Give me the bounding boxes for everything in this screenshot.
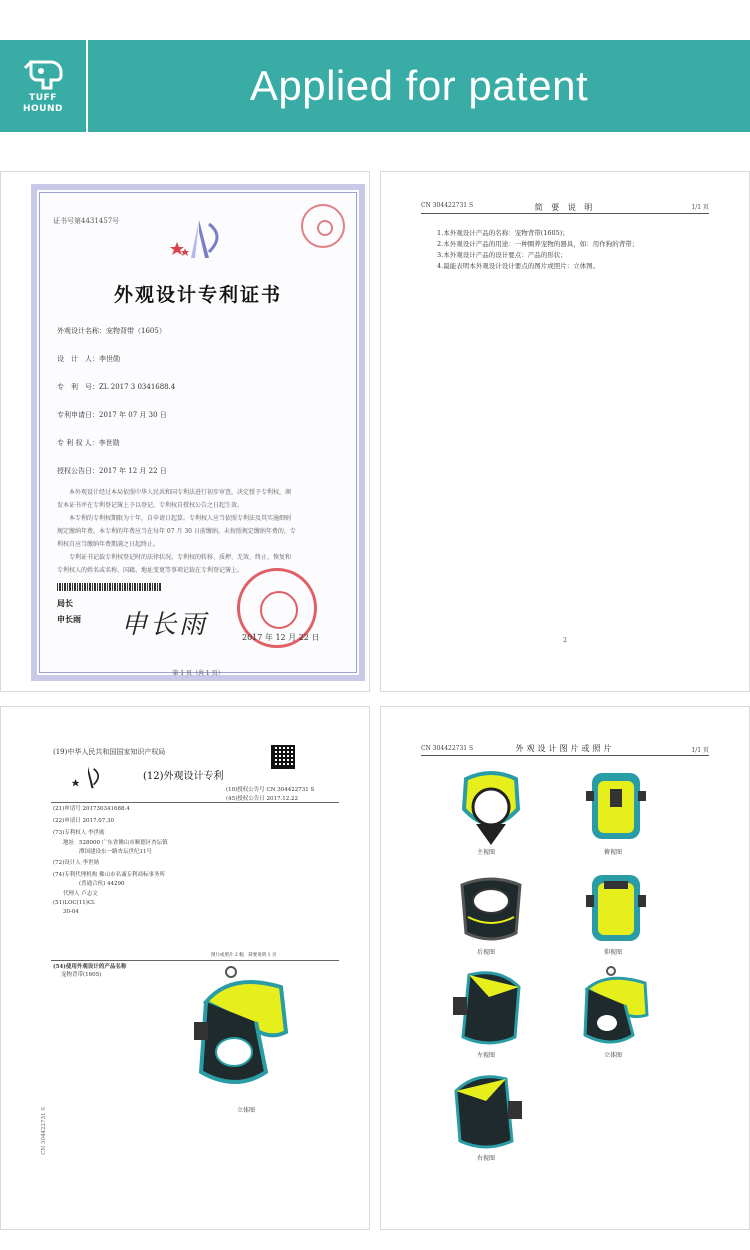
application-number: (21)申请号 201730341688.4	[53, 806, 130, 812]
section-rule	[51, 960, 339, 961]
view-label: 仰视图	[604, 949, 623, 956]
brief-item: 1.本外观设计产品的名称：宠物背带(1605)；	[437, 229, 569, 237]
front-view-harness-icon	[456, 769, 526, 847]
cnipa-emblem-icon	[71, 765, 105, 793]
certificate-title: 外观设计专利证书	[113, 284, 282, 306]
agency: (74)专利代理机构 佛山市名诚专利商标事务所	[53, 872, 166, 878]
header-banner	[0, 40, 750, 132]
product-name: 宠物背带(1605)	[61, 972, 102, 978]
section-rule	[51, 802, 339, 803]
left-view-harness-icon	[449, 967, 529, 1049]
patentee: (73)专利权人 李世勋	[53, 830, 105, 836]
view-label: 左视图	[477, 1052, 496, 1059]
designer: (72)设计人 李世勋	[53, 860, 100, 866]
authority-name: (19)中华人民共和国国家知识产权局	[53, 748, 166, 756]
top-view-harness-icon	[586, 769, 646, 845]
dog-head-icon	[21, 58, 65, 92]
brief-item: 2.本外观设计产品的用途：一种圈养宠物的器具，如：用作狗的背带；	[437, 240, 639, 248]
sign-title: 局长	[57, 598, 73, 608]
agency: (普通合伙) 44290	[79, 881, 125, 887]
view-label: 立体图	[237, 1107, 256, 1114]
paragraph-line: 本专利的专利权期限为十年，自申请日起算。专利权人应当依照专利法及其实施细则	[57, 515, 292, 522]
address-label: 地址	[63, 840, 75, 846]
filing-date-field: 专利申请日：2017 年 07 月 30 日	[57, 411, 167, 419]
paragraph-line: 专利权人的姓名或名称、国籍、地址变更等事项记载在专利登记簿上。	[57, 567, 244, 574]
sign-name: 申长雨	[57, 614, 81, 624]
perspective-view-harness-icon	[577, 965, 655, 1049]
announcement-panel	[0, 706, 370, 1230]
paragraph-line: 专利证书记载专利权登记时的法律状况。专利权的转移、质押、无效、终止、恢复和	[57, 554, 292, 561]
back-view-harness-icon	[456, 873, 526, 945]
right-view-harness-icon	[446, 1071, 526, 1153]
brief-item: 4.最能表明本外观设计设计要点的图片或照片：立体图。	[437, 262, 600, 270]
agent: 代理人 卢志文	[63, 891, 98, 897]
views-title: 外观设计图片或照片	[515, 744, 615, 753]
certificate-panel	[0, 171, 370, 692]
loc-classification: (51)LOC(11)Cl.	[53, 900, 96, 906]
header-rule	[421, 213, 709, 214]
doc-number: CN 304422731 S	[421, 745, 474, 752]
brand-logo	[0, 40, 88, 132]
publication-date: (45)授权公告日 2017.12.22	[226, 796, 299, 802]
paragraph-line: 发本证书并在专利登记簿上予以登记。专利权自授权公告之日起生效。	[57, 502, 244, 509]
brief-description-panel	[380, 171, 750, 692]
address-line: 潭国建设东一路杏坛世纪11号	[79, 849, 152, 855]
paragraph-line: 规定缴纳年费。本专利的年费应当在每年 07 月 30 日前缴纳。未按照规定缴纳年费的，专	[57, 528, 296, 535]
signature-date: 2017 年 12 月 22 日	[242, 633, 320, 642]
qr-code-icon	[271, 745, 295, 769]
patent-certificate	[31, 184, 365, 681]
bottom-view-harness-icon	[586, 871, 646, 947]
small-red-seal-icon	[301, 204, 345, 248]
application-date: (22)申请日 2017.07.30	[53, 818, 115, 824]
paragraph-line: 本外观设计经过本局依照中华人民共和国专利法进行初步审查，决定授予专利权，颁	[57, 489, 292, 496]
design-name-field: 外观设计名称：宠物背带（1605）	[57, 327, 166, 335]
announcement-title: (12)外观设计专利	[143, 771, 224, 782]
brief-item: 3.本外观设计产品的设计要点：产品的形状；	[437, 251, 567, 259]
patent-number-field: 专 利 号：ZL 2017 3 0341688.4	[57, 383, 176, 391]
certificate-paragraph	[57, 486, 345, 577]
publication-number: (10)授权公告号 CN 304422731 S	[226, 787, 315, 793]
barcode	[57, 583, 161, 591]
harness-drawing-icon	[186, 962, 296, 1102]
paragraph-line: 利权自应当缴纳年费期满之日起终止。	[57, 541, 160, 548]
view-label: 主视图	[477, 849, 496, 856]
doc-number: CN 304422731 S	[421, 202, 474, 209]
doc-page-count: 1/1 页	[691, 204, 709, 211]
logo-text-hound: HOUND	[23, 104, 63, 114]
doc-page-count: 1/1 页	[691, 747, 709, 754]
brief-title: 简 要 说 明	[534, 203, 596, 212]
side-code: CN 304422731 S	[41, 1107, 47, 1155]
figure-count: 图片或照片 2 幅 简要说明 1 页	[211, 953, 277, 958]
banner-title: Applied for patent	[249, 62, 589, 109]
header-rule	[421, 755, 709, 756]
design-views-panel	[380, 706, 750, 1230]
view-label: 立体图	[604, 1052, 623, 1059]
handwritten-signature: 申长雨	[121, 610, 209, 640]
grant-date-field: 授权公告日：2017 年 12 月 22 日	[57, 467, 167, 475]
product-label: (54)使用外观设计的产品名称	[53, 964, 127, 970]
view-label: 后视图	[477, 949, 496, 956]
logo-text-tuff: TUFF	[29, 93, 57, 103]
cnipa-emblem-icon	[169, 218, 229, 266]
certificate-page-number: 第 1 页（共 1 页）	[172, 670, 224, 677]
view-label: 右视图	[477, 1155, 496, 1162]
designer-field: 设 计 人：李世勋	[57, 355, 120, 363]
view-label: 俯视图	[604, 849, 623, 856]
certificate-number: 证书号第4431457号	[53, 217, 120, 225]
owner-field: 专 利 权 人：李世勋	[57, 439, 120, 447]
loc-code: 30-04	[63, 909, 79, 915]
brief-page-number: 2	[563, 637, 567, 644]
address-line: 528000 广东省佛山市顺德区杏坛镇	[79, 840, 168, 846]
